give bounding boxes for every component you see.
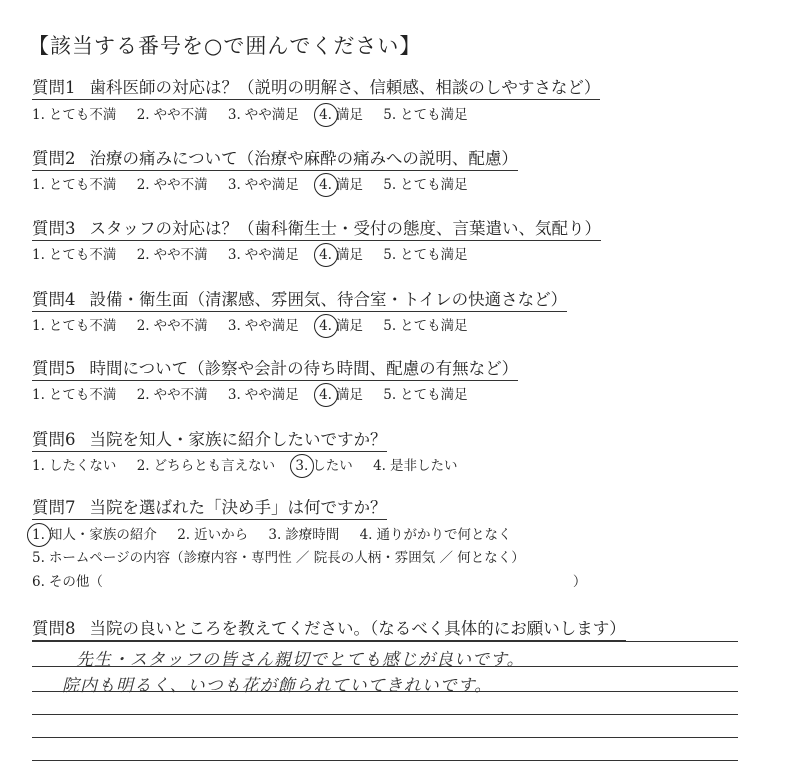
question-3-text: スタッフの対応は？（歯科衛生士・受付の態度、言葉遣い、気配り） xyxy=(89,219,601,238)
question-1-options xyxy=(32,106,484,124)
question-7-options xyxy=(32,526,527,544)
q7-option-2[interactable]: 2. 近いから xyxy=(177,527,249,543)
q3-option-5[interactable]: 5. とても満足 xyxy=(383,247,468,263)
question-4-text: 設備・衛生面（清潔感、雰囲気、待合室・トイレの快適さなど） xyxy=(89,290,568,309)
q7-option-5-row xyxy=(32,549,541,567)
question-3-options xyxy=(32,246,484,264)
q7-option-6-row xyxy=(32,573,602,591)
question-2-options xyxy=(32,176,484,194)
q1-option-5[interactable]: 5. とても満足 xyxy=(383,107,468,123)
question-5-number: 質問5 xyxy=(32,359,76,378)
question-2-number: 質問2 xyxy=(32,149,76,168)
question-4-options xyxy=(32,317,484,335)
question-2 xyxy=(32,149,518,171)
q2-option-4-selected[interactable]: 4. 満足 xyxy=(319,177,363,193)
question-4-number: 質問4 xyxy=(32,290,76,309)
q3-option-4-selected[interactable]: 4. 満足 xyxy=(319,247,363,263)
question-1-number: 質問1 xyxy=(32,78,76,97)
question-3-number: 質問3 xyxy=(32,219,76,238)
q4-option-2[interactable]: 2. やや不満 xyxy=(136,318,208,334)
q2-option-3[interactable]: 3. やや満足 xyxy=(227,177,299,193)
q1-option-1[interactable]: 1. とても不満 xyxy=(32,107,117,123)
question-7-number: 質問7 xyxy=(32,498,76,517)
handwritten-answer-line-1: 先生・スタッフの皆さん親切でとても感じが良いです。 xyxy=(76,650,525,670)
q3-option-2[interactable]: 2. やや不満 xyxy=(136,247,208,263)
question-5-options xyxy=(32,386,484,404)
answer-line-5 xyxy=(32,737,738,738)
q4-option-4-selected[interactable]: 4. 満足 xyxy=(319,318,363,334)
handwritten-answer-line-2: 院内も明るく、いつも花が飾られていてきれいです。 xyxy=(62,676,493,696)
question-6 xyxy=(32,430,387,452)
question-6-text: 当院を知人・家族に紹介したいですか？ xyxy=(89,430,387,449)
q5-option-2[interactable]: 2. やや不満 xyxy=(136,387,208,403)
q4-option-5[interactable]: 5. とても満足 xyxy=(383,318,468,334)
question-1-text: 歯科医師の対応は？（説明の明解さ、信頼感、相談のしやすさなど） xyxy=(89,78,601,97)
q6-option-1[interactable]: 1. したくない xyxy=(32,458,117,474)
question-8-number: 質問8 xyxy=(32,619,76,638)
q7-option-6[interactable]: 6. その他（ ） xyxy=(32,574,587,590)
q2-option-1[interactable]: 1. とても不満 xyxy=(32,177,117,193)
q3-option-3[interactable]: 3. やや満足 xyxy=(227,247,299,263)
question-7 xyxy=(32,498,387,520)
q5-option-1[interactable]: 1. とても不満 xyxy=(32,387,117,403)
page-title: 【該当する番号を○で囲んでください】 xyxy=(28,34,422,58)
q4-option-3[interactable]: 3. やや満足 xyxy=(227,318,299,334)
q7-option-5[interactable]: 5. ホームページの内容（診療内容・専門性 ／ 院長の人柄・雰囲気 ／ 何となく） xyxy=(32,550,525,566)
answer-line-4 xyxy=(32,714,738,715)
q6-option-4[interactable]: 4. 是非したい xyxy=(373,458,458,474)
question-5-text: 時間について（診察や会計の待ち時間、配慮の有無など） xyxy=(89,359,519,378)
q6-option-3-selected[interactable]: 3. したい xyxy=(295,458,353,474)
question-6-number: 質問6 xyxy=(32,430,76,449)
q3-option-1[interactable]: 1. とても不満 xyxy=(32,247,117,263)
q5-option-4-selected[interactable]: 4. 満足 xyxy=(319,387,363,403)
question-5 xyxy=(32,359,518,381)
question-2-text: 治療の痛みについて（治療や麻酔の痛みへの説明、配慮） xyxy=(89,149,518,168)
q5-option-3[interactable]: 3. やや満足 xyxy=(227,387,299,403)
question-3 xyxy=(32,219,601,241)
q6-option-2[interactable]: 2. どちらとも言えない xyxy=(136,458,276,474)
q2-option-2[interactable]: 2. やや不満 xyxy=(136,177,208,193)
q4-option-1[interactable]: 1. とても不満 xyxy=(32,318,117,334)
question-1 xyxy=(32,78,600,100)
q5-option-5[interactable]: 5. とても満足 xyxy=(383,387,468,403)
q1-option-4-selected[interactable]: 4. 満足 xyxy=(319,107,363,123)
q1-option-2[interactable]: 2. やや不満 xyxy=(136,107,208,123)
answer-line-1 xyxy=(32,641,738,642)
q7-option-3[interactable]: 3. 診療時間 xyxy=(268,527,340,543)
question-8 xyxy=(32,619,626,641)
question-8-text: 当院の良いところを教えてください。（なるべく具体的にお願いします） xyxy=(89,619,626,638)
q2-option-5[interactable]: 5. とても満足 xyxy=(383,177,468,193)
q7-option-1-selected[interactable]: 1. 知人・家族の紹介 xyxy=(32,527,157,543)
q7-option-4[interactable]: 4. 通りがかりで何となく xyxy=(359,527,512,543)
question-6-options xyxy=(32,457,473,475)
q1-option-3[interactable]: 3. やや満足 xyxy=(227,107,299,123)
question-7-text: 当院を選ばれた「決め手」は何ですか？ xyxy=(89,498,387,517)
question-4 xyxy=(32,290,567,312)
answer-line-6 xyxy=(32,760,738,761)
